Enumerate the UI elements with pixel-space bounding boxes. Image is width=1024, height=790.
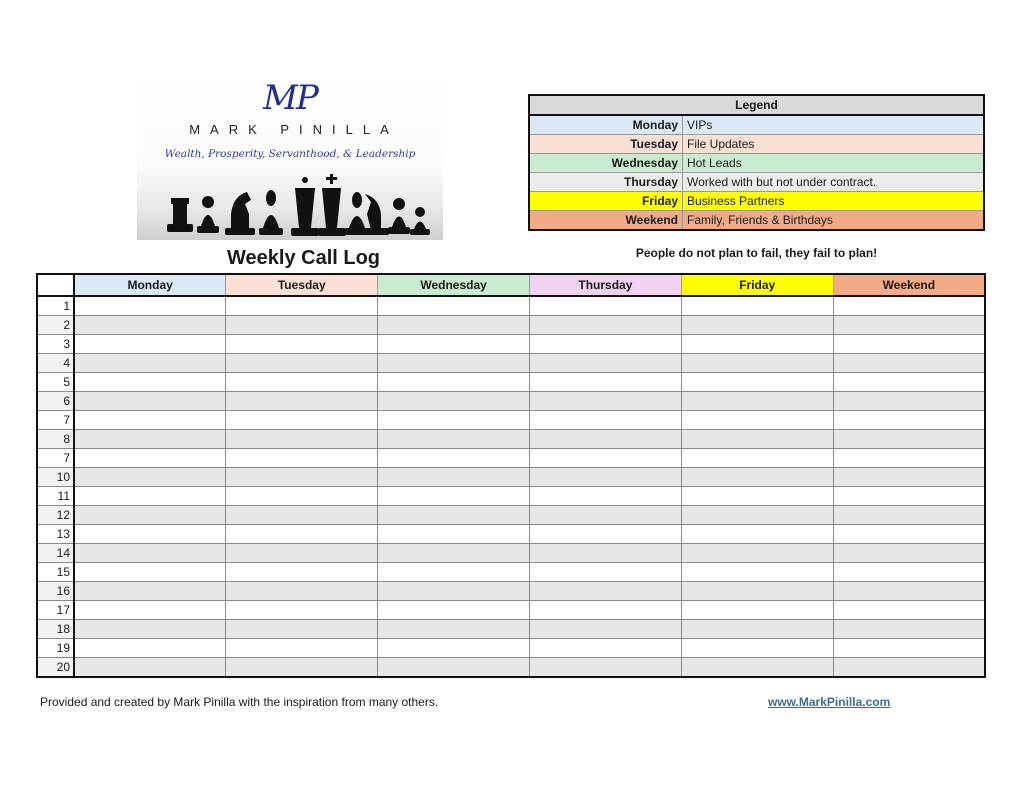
call-log-header-row [37,274,985,296]
log-cell-friday[interactable] [681,563,833,582]
log-cell-friday[interactable] [681,373,833,392]
log-cell-weekend[interactable] [833,544,985,563]
log-cell-wednesday[interactable] [378,563,530,582]
legend-row-weekend [529,211,984,231]
legend-desc: VIPs [683,115,985,135]
call-log-body [37,296,985,677]
log-cell-wednesday[interactable] [378,411,530,430]
table-row [37,392,985,411]
legend-day: Monday [529,115,683,135]
log-cell-thursday[interactable] [529,601,681,620]
row-number: 7 [37,449,74,468]
row-number: 12 [37,506,74,525]
table-row [37,544,985,563]
log-cell-tuesday[interactable] [226,601,378,620]
table-row [37,411,985,430]
log-cell-monday[interactable] [74,487,226,506]
row-number: 11 [37,487,74,506]
log-cell-thursday[interactable] [529,639,681,658]
log-cell-wednesday[interactable] [378,316,530,335]
log-cell-weekend[interactable] [833,639,985,658]
table-row [37,487,985,506]
legend-day: Friday [529,192,683,211]
chess-pieces-icon [137,174,443,240]
log-cell-monday[interactable] [74,544,226,563]
log-cell-weekend[interactable] [833,392,985,411]
table-row [37,506,985,525]
row-number: 13 [37,525,74,544]
log-cell-thursday[interactable] [529,506,681,525]
log-cell-thursday[interactable] [529,392,681,411]
log-cell-thursday[interactable] [529,582,681,601]
log-cell-weekend[interactable] [833,563,985,582]
log-cell-tuesday[interactable] [226,335,378,354]
legend-desc: Family, Friends & Birthdays [683,211,985,231]
log-cell-wednesday[interactable] [378,392,530,411]
legend-day: Tuesday [529,135,683,154]
table-row [37,296,985,316]
legend-row-thursday [529,173,984,192]
log-cell-friday[interactable] [681,525,833,544]
log-cell-friday[interactable] [681,354,833,373]
log-cell-weekend[interactable] [833,449,985,468]
log-cell-monday[interactable] [74,601,226,620]
legend-row-tuesday [529,135,984,154]
log-cell-weekend[interactable] [833,411,985,430]
log-cell-weekend[interactable] [833,506,985,525]
log-cell-thursday[interactable] [529,296,681,316]
log-cell-tuesday[interactable] [226,658,378,678]
log-cell-wednesday[interactable] [378,525,530,544]
log-cell-weekend[interactable] [833,582,985,601]
row-number: 6 [37,392,74,411]
legend-day: Thursday [529,173,683,192]
row-number: 8 [37,430,74,449]
log-cell-monday[interactable] [74,468,226,487]
log-cell-wednesday[interactable] [378,487,530,506]
log-cell-monday[interactable] [74,563,226,582]
log-cell-monday[interactable] [74,354,226,373]
log-cell-monday[interactable] [74,316,226,335]
log-cell-tuesday[interactable] [226,487,378,506]
table-row [37,373,985,392]
log-cell-friday[interactable] [681,487,833,506]
legend-desc: Business Partners [683,192,985,211]
log-cell-tuesday[interactable] [226,373,378,392]
log-cell-weekend[interactable] [833,354,985,373]
log-cell-tuesday[interactable] [226,639,378,658]
log-cell-wednesday[interactable] [378,430,530,449]
log-cell-friday[interactable] [681,449,833,468]
log-cell-thursday[interactable] [529,335,681,354]
log-cell-tuesday[interactable] [226,620,378,639]
table-row [37,316,985,335]
log-cell-tuesday[interactable] [226,411,378,430]
log-cell-weekend[interactable] [833,335,985,354]
table-row [37,335,985,354]
table-row [37,525,985,544]
row-number: 19 [37,639,74,658]
legend-desc: Worked with but not under contract. [683,173,985,192]
log-cell-weekend[interactable] [833,658,985,678]
row-number: 17 [37,601,74,620]
log-cell-thursday[interactable] [529,468,681,487]
log-cell-wednesday[interactable] [378,373,530,392]
log-cell-friday[interactable] [681,296,833,316]
row-number: 16 [37,582,74,601]
legend-desc: Hot Leads [683,154,985,173]
log-cell-tuesday[interactable] [226,582,378,601]
table-row [37,639,985,658]
log-cell-wednesday[interactable] [378,658,530,678]
row-number: 2 [37,316,74,335]
website-link[interactable]: www.MarkPinilla.com [768,695,891,709]
log-cell-wednesday[interactable] [378,582,530,601]
log-cell-tuesday[interactable] [226,563,378,582]
log-cell-monday[interactable] [74,296,226,316]
log-cell-weekend[interactable] [833,620,985,639]
log-cell-thursday[interactable] [529,658,681,678]
log-cell-tuesday[interactable] [226,296,378,316]
table-row [37,582,985,601]
log-cell-monday[interactable] [74,506,226,525]
log-cell-friday[interactable] [681,506,833,525]
log-cell-friday[interactable] [681,601,833,620]
log-cell-thursday[interactable] [529,544,681,563]
log-cell-tuesday[interactable] [226,544,378,563]
call-log-table [36,273,986,678]
row-number: 10 [37,468,74,487]
log-cell-tuesday[interactable] [226,449,378,468]
log-cell-thursday[interactable] [529,620,681,639]
log-cell-wednesday[interactable] [378,506,530,525]
log-cell-thursday[interactable] [529,449,681,468]
motto-quote: People do not plan to fail, they fail to plan! [635,246,878,260]
table-row [37,430,985,449]
legend-row-friday [529,192,984,211]
log-cell-wednesday[interactable] [378,544,530,563]
table-row [37,449,985,468]
log-cell-weekend[interactable] [833,601,985,620]
log-cell-wednesday[interactable] [378,335,530,354]
legend-row-wednesday [529,154,984,173]
row-number: 14 [37,544,74,563]
log-cell-monday[interactable] [74,392,226,411]
table-row [37,563,985,582]
row-number: 7 [37,411,74,430]
column-header-monday: Monday [74,274,226,296]
log-cell-tuesday[interactable] [226,392,378,411]
legend-desc: File Updates [683,135,985,154]
log-cell-wednesday[interactable] [378,449,530,468]
log-cell-monday[interactable] [74,335,226,354]
log-cell-thursday[interactable] [529,430,681,449]
row-number: 18 [37,620,74,639]
log-cell-weekend[interactable] [833,430,985,449]
log-cell-thursday[interactable] [529,373,681,392]
log-cell-wednesday[interactable] [378,639,530,658]
log-cell-thursday[interactable] [529,525,681,544]
row-number: 3 [37,335,74,354]
legend-row-monday [529,115,984,135]
legend-table [528,94,985,231]
column-header-wednesday: Wednesday [378,274,530,296]
log-cell-friday[interactable] [681,316,833,335]
log-cell-monday[interactable] [74,430,226,449]
log-cell-tuesday[interactable] [226,506,378,525]
log-cell-tuesday[interactable] [226,468,378,487]
log-cell-monday[interactable] [74,449,226,468]
log-cell-friday[interactable] [681,639,833,658]
page-title: Weekly Call Log [227,247,381,269]
logo [137,74,443,240]
log-cell-friday[interactable] [681,620,833,639]
log-cell-friday[interactable] [681,411,833,430]
log-cell-friday[interactable] [681,582,833,601]
log-cell-monday[interactable] [74,525,226,544]
log-cell-wednesday[interactable] [378,296,530,316]
row-number: 1 [37,296,74,316]
log-cell-wednesday[interactable] [378,601,530,620]
log-cell-monday[interactable] [74,658,226,678]
table-row [37,468,985,487]
legend-day: Wednesday [529,154,683,173]
log-cell-thursday[interactable] [529,487,681,506]
log-cell-tuesday[interactable] [226,354,378,373]
table-row [37,354,985,373]
log-cell-friday[interactable] [681,468,833,487]
column-header-weekend: Weekend [833,274,985,296]
log-cell-weekend[interactable] [833,296,985,316]
log-cell-tuesday[interactable] [226,525,378,544]
table-row [37,601,985,620]
log-cell-monday[interactable] [74,411,226,430]
row-number: 4 [37,354,74,373]
log-cell-thursday[interactable] [529,316,681,335]
log-cell-weekend[interactable] [833,316,985,335]
column-header-friday: Friday [681,274,833,296]
log-cell-thursday[interactable] [529,411,681,430]
row-number: 15 [37,563,74,582]
log-cell-weekend[interactable] [833,373,985,392]
log-cell-weekend[interactable] [833,468,985,487]
log-cell-wednesday[interactable] [378,468,530,487]
log-cell-thursday[interactable] [529,563,681,582]
log-cell-friday[interactable] [681,658,833,678]
table-row [37,658,985,678]
log-cell-tuesday[interactable] [226,430,378,449]
log-cell-weekend[interactable] [833,487,985,506]
logo-tagline: Wealth, Prosperity, Servanthood, & Leadership [164,148,416,160]
log-cell-thursday[interactable] [529,354,681,373]
log-cell-monday[interactable] [74,373,226,392]
footer-credit: Provided and created by Mark Pinilla with the inspiration from many others. [40,695,439,709]
log-cell-monday[interactable] [74,620,226,639]
row-number: 5 [37,373,74,392]
row-number: 20 [37,658,74,678]
log-cell-weekend[interactable] [833,525,985,544]
legend-day: Weekend [529,211,683,231]
column-header-thursday: Thursday [529,274,681,296]
table-row [37,620,985,639]
log-cell-wednesday[interactable] [378,620,530,639]
logo-monogram: MP [263,78,317,118]
row-number-header [37,274,74,296]
log-cell-friday[interactable] [681,544,833,563]
logo-brand: MARK PINILLA [189,122,399,137]
log-cell-friday[interactable] [681,430,833,449]
column-header-tuesday: Tuesday [226,274,378,296]
log-cell-tuesday[interactable] [226,316,378,335]
log-cell-monday[interactable] [74,639,226,658]
log-cell-wednesday[interactable] [378,354,530,373]
log-cell-friday[interactable] [681,335,833,354]
legend-title: Legend [529,95,984,115]
log-cell-friday[interactable] [681,392,833,411]
log-cell-monday[interactable] [74,582,226,601]
